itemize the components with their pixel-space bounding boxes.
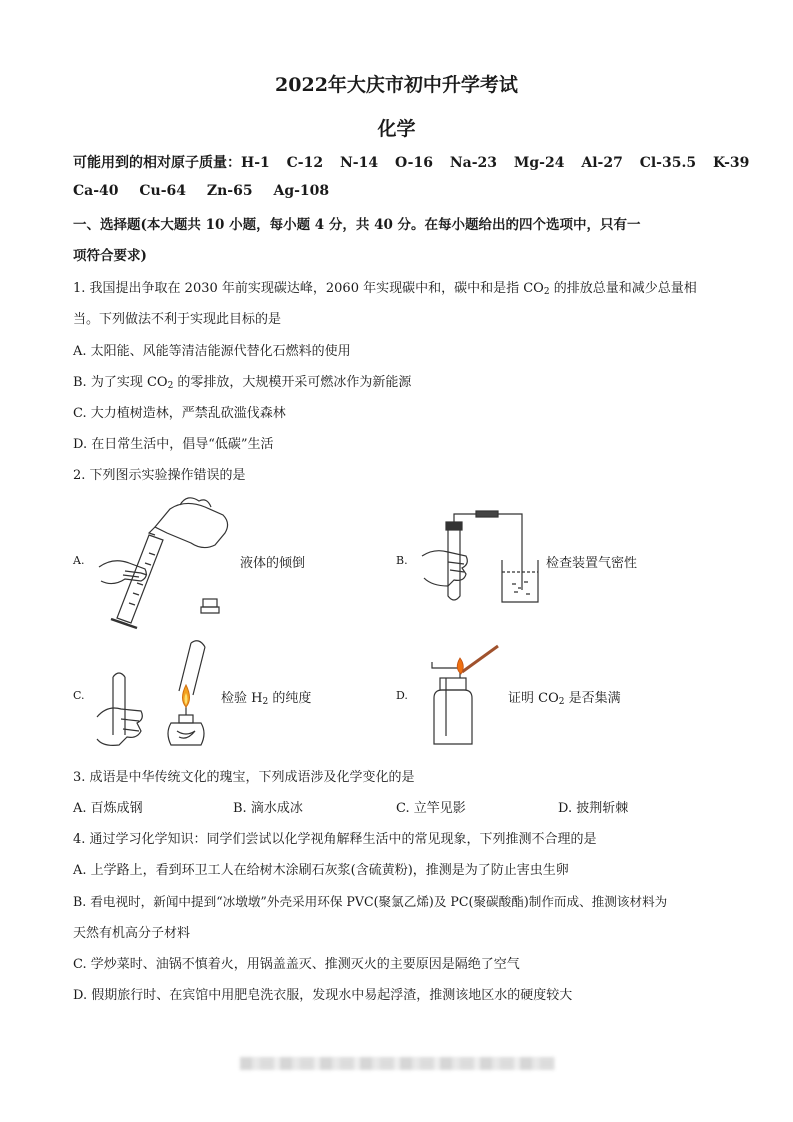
q2-option-c-caption-text: 的纯度 (268, 691, 312, 706)
atomic-mass-item: Ca-40 (73, 183, 119, 199)
hydrogen-purity-test-figure (95, 637, 220, 755)
q1-option-d: D. 在日常生活中，倡导“低碳”生活 (73, 437, 274, 452)
q2-stem: 2. 下列图示实验操作错误的是 (73, 468, 246, 483)
q4-option-d: D. 假期旅行时、在宾馆中用肥皂洗衣服，发现水中易起浮渣，推测该地区水的硬度较大 (73, 988, 573, 1003)
atomic-mass-item: Cu-64 (139, 183, 187, 199)
q1-option-b (73, 371, 411, 390)
exam-title: 2022年大庆市初中升学考试 (275, 74, 518, 96)
q2-option-b-letter: B. (396, 554, 408, 567)
q2-option-d-caption-text: 证明 CO (508, 691, 559, 706)
q1-stem-line-2: 当。下列做法不利于实现此目标的是 (73, 312, 282, 327)
atomic-mass-line-2 (73, 183, 329, 199)
atomic-mass-item: N-14 (339, 155, 379, 171)
atomic-mass-item: Na-23 (449, 155, 497, 171)
q4-option-c: C. 学炒菜时、油锅不慎着火，用锅盖盖灭、推测灭火的主要原因是隔绝了空气 (73, 957, 520, 972)
section-heading-line-1: 一、选择题(本大题共 10 小题，每小题 4 分，共 40 分。在每小题给出的四个选项中，只有一 (73, 217, 641, 233)
q2-option-d-caption-text: 是否集满 (564, 691, 621, 706)
subscript: 2 (262, 697, 269, 707)
q2-option-c-letter: C. (73, 689, 85, 702)
q3-option-a: A. 百炼成钢 (73, 801, 143, 816)
q2-option-b-caption: 检查装置气密性 (546, 556, 638, 571)
atomic-mass-item: C-12 (286, 155, 324, 171)
subscript: 2 (543, 287, 550, 297)
blurred-footer-watermark (240, 1057, 555, 1070)
q1-option-a: A. 太阳能、风能等清洁能源代替化石燃料的使用 (73, 344, 351, 359)
co2-full-test-figure (428, 642, 508, 747)
q4-option-b-line-2: 天然有机高分子材料 (73, 926, 191, 941)
atomic-mass-line-1 (73, 152, 749, 172)
atomic-mass-item: Ag-108 (273, 183, 330, 199)
atomic-mass-item: O-16 (394, 155, 433, 171)
subject-title: 化学 (377, 118, 416, 140)
atomic-mass-item: Al-27 (581, 155, 623, 171)
q1-option-c: C. 大力植树造林，严禁乱砍滥伐森林 (73, 406, 286, 421)
q1-option-b-text: 的零排放，大规模开采可燃冰作为新能源 (173, 375, 412, 390)
q3-stem: 3. 成语是中华传统文化的瑰宝，下列成语涉及化学变化的是 (73, 770, 415, 785)
q2-option-c-caption (221, 687, 311, 706)
q2-option-c-caption-text: 检验 H (221, 691, 263, 706)
airtightness-check-figure (418, 512, 543, 607)
atomic-mass-item: Zn-65 (206, 183, 253, 199)
atomic-mass-label: 可能用到的相对原子质量： (73, 155, 241, 171)
q3-option-d: D. 披荆斩棘 (558, 801, 629, 816)
q3-option-c: C. 立竿见影 (396, 801, 466, 816)
q1-stem-text: 的排放总量和减少总量相 (549, 281, 697, 296)
q2-option-a-caption: 液体的倾倒 (240, 556, 306, 571)
q2-option-d-letter: D. (396, 689, 408, 702)
atomic-mass-item: K-39 (712, 155, 750, 171)
q1-stem-line-1 (73, 277, 697, 296)
atomic-mass-item: Mg-24 (513, 155, 565, 171)
subscript: 2 (167, 381, 174, 391)
q2-option-d-caption (508, 687, 621, 706)
q2-option-a-letter: A. (73, 554, 85, 567)
q1-stem-text: 1. 我国提出争取在 2030 年前实现碳达峰，2060 年实现碳中和，碳中和是指 CO (73, 281, 544, 296)
q4-option-b-line-1: B. 看电视时，新闻中提到“冰墩墩”外壳采用环保 PVC(聚氯乙烯)及 PC(聚碳酸酯)制作而成、推测该材料为 (73, 894, 668, 909)
pouring-liquid-figure (95, 495, 235, 630)
section-heading-line-2: 项符合要求) (73, 248, 147, 264)
q4-stem: 4. 通过学习化学知识：同学们尝试以化学视角解释生活中的常见现象，下列推测不合理的是 (73, 832, 597, 847)
atomic-mass-item: Cl-35.5 (639, 155, 697, 171)
atomic-mass-item: H-1 (241, 155, 270, 171)
q1-option-b-text: B. 为了实现 CO (73, 375, 168, 390)
q3-option-b: B. 滴水成冰 (233, 801, 303, 816)
q4-option-a: A. 上学路上，看到环卫工人在给树木涂刷石灰浆(含硫黄粉)，推测是为了防止害虫生卵 (73, 863, 569, 878)
subscript: 2 (558, 697, 565, 707)
